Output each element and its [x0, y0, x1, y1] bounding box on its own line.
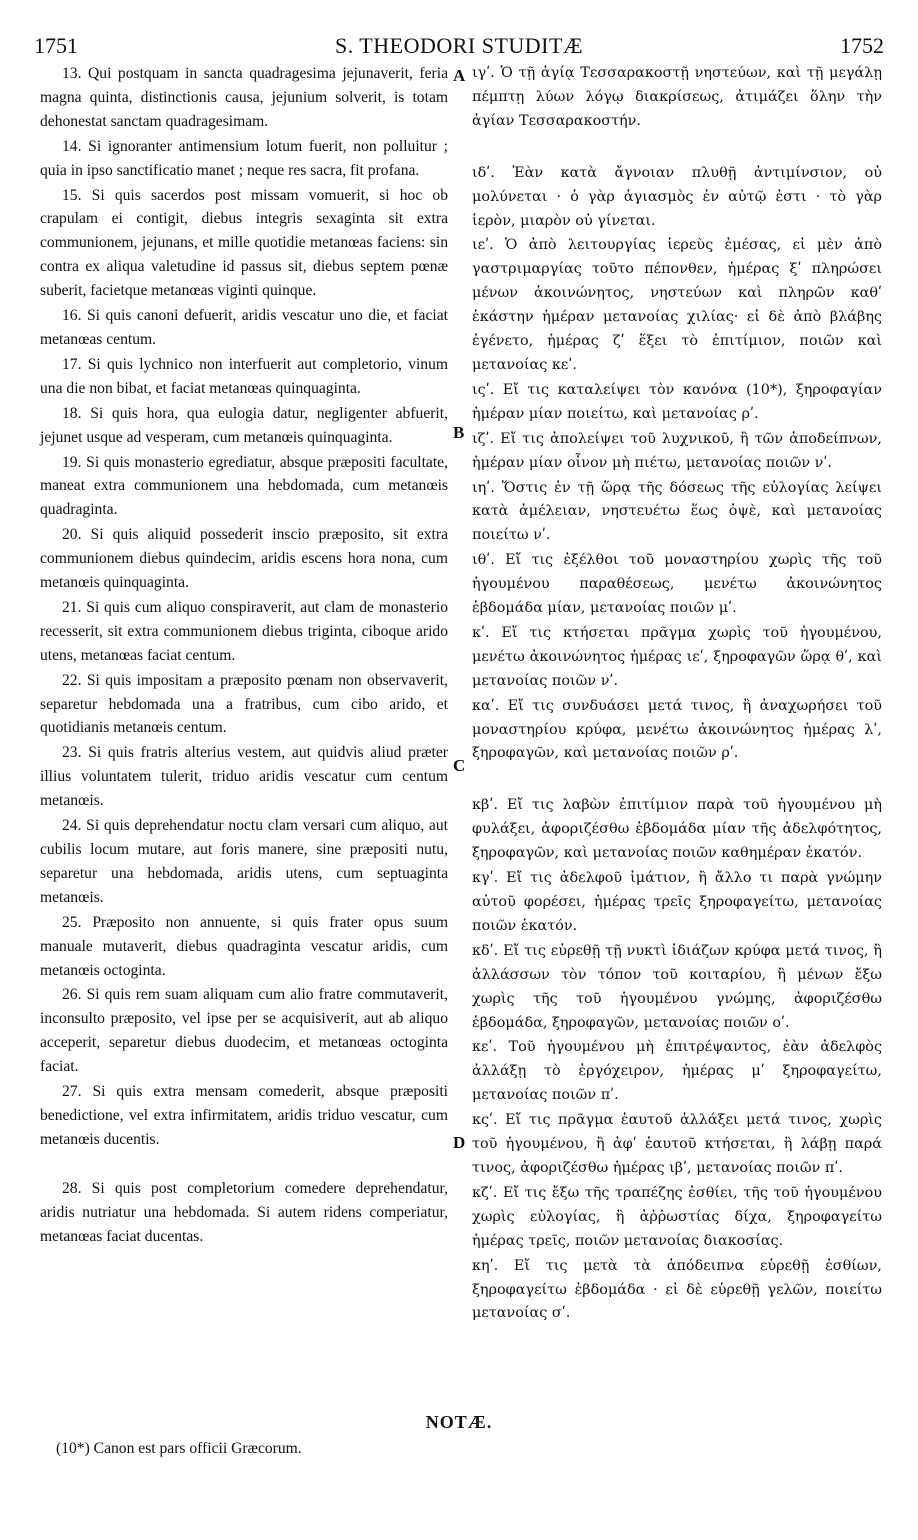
greek-canon-14: ιδʹ. Ἐὰν κατὰ ἄγνοιαν πλυθῇ ἀντιμίνσιον, οὐ μολύνεται · ὁ γὰρ ἁγιασμὸς ἐν αὐτῷ ἐστι · τὸ γὰρ ἱερὸν, μιαρὸν οὐ γίνεται. — [472, 164, 882, 229]
section-marker-d: D — [453, 1133, 466, 1152]
greek-canon-16: ιςʹ. Εἴ τις καταλείψει τὸν κανόνα (10*), ξηροφαγίαν ἡμέραν μίαν ποιείτω, καὶ μετανοίας ρʹ. — [472, 381, 882, 422]
latin-canon-21: 21. Si quis cum aliquo conspiraverit, aut clam de monasterio recesserit, sit extra communionem diebus triginta, ciboque arido utens, metanœas faciat centum. — [40, 598, 448, 664]
latin-column — [40, 62, 448, 1250]
latin-canon-18: 18. Si quis hora, qua eulogia datur, negligenter abfuerit, jejunet usque ad vesperam, cum metanœis quinquaginta. — [40, 404, 448, 446]
notes-heading: NOTÆ. — [425, 1412, 493, 1432]
right-column-number: 1752 — [840, 33, 884, 58]
greek-canon-20: κʹ. Εἴ τις κτήσεται πρᾶγμα χωρὶς τοῦ ἡγουμένου, μενέτω ἀκοινώνητος ἡμέρας ιεʹ, ξηροφαγῶν ὥρᾳ θʹ, καὶ μετανοίας ποιῶν νʹ. — [472, 624, 882, 689]
greek-canon-18: ιηʹ. Ὅστις ἐν τῇ ὥρᾳ τῆς δόσεως τῆς εὐλογίας λείψει κατὰ ἀμέλειαν, νηστευέτω ἕως ὀψὲ, καὶ μετανοίας ποιείτω νʹ. — [472, 479, 882, 544]
latin-canon-17: 17. Si quis lychnico non interfuerit aut completorio, vinum una die non bibat, et faciat metanœas quinquaginta. — [40, 355, 448, 397]
latin-canon-27: 27. Si quis extra mensam comederit, absque præpositi benedictione, vel extra infirmitatem, aridis triduo vescatur, cum metanœis ducentis. — [40, 1083, 448, 1148]
latin-canon-26: 26. Si quis rem suam aliquam cum alio fratre commutaverit, inconsulto præposito, vel ipse per se acquisiverit, aut ab aliquo acceperit, separetur diebus duodecim, et metanœas octoginta faciat. — [40, 986, 448, 1076]
latin-canon-15: 15. Si quis sacerdos post missam vomuerit, si hoc ob crapulam ei contigit, diebus integris sexaginta sit extra communionem, jejunans, et mille quotidie metanœas faciens: sin contra ex aliqua valetudine id passus sit, diebus septem pœnæ suberit, facietque metanœas viginti quinque. — [40, 186, 448, 300]
greek-canon-13: ιγʹ. Ὁ τῇ ἁγίᾳ Τεσσαρακοστῇ νηστεύων, καὶ τῇ μεγάλῃ πέμπτῃ λύων λόγῳ διακρίσεως, ἀτιμάζει ὅλην τὴν ἁγίαν Τεσσαρακοστήν. — [472, 65, 882, 129]
latin-canon-19: 19. Si quis monasterio egrediatur, absque præpositi facultate, maneat extra communionem una hebdomada, cum metanœis quadraginta. — [40, 453, 448, 519]
latin-canon-28: 28. Si quis post completorium comedere deprehendatur, aridis nutriatur una hebdomada. Si autem ridens comperiatur, metanœas faciat ducentas. — [40, 1179, 448, 1245]
greek-canon-23: κγʹ. Εἴ τις ἀδελφοῦ ἱμάτιον, ἢ ἄλλο τι παρὰ γνώμην αὐτοῦ φορέσει, ἡμέρας τρεῖς ξηροφαγείτω, μετανοίας ποιῶν ἑκατόν. — [472, 870, 882, 934]
section-marker-b: B — [453, 423, 465, 442]
greek-canon-19: ιθʹ. Εἴ τις ἐξέλθοι τοῦ μοναστηρίου χωρὶς τῆς τοῦ ἡγουμένου παραθέσεως, μενέτω ἀκοινώνητος ἑβδομάδα μίαν, μετανοίας ποιῶν μʹ. — [472, 552, 882, 617]
greek-canon-24: κδʹ. Εἴ τις εὑρεθῇ τῇ νυκτὶ ἰδιάζων κρύφα μετά τινος, ἢ ἀλλάσσων τὸν τόπον τοῦ κοιταρίου, ἢ μένων ἔξω χωρὶς τῆς τοῦ ἡγουμένου γνώμης, ἀφοριζέσθω ἑβδομάδα, ξηροφαγῶν, μετανοίας ποιῶν οʹ. — [472, 942, 882, 1031]
greek-canon-22: κβʹ. Εἴ τις λαβὼν ἐπιτίμιον παρὰ τοῦ ἡγουμένου μὴ φυλάξει, ἀφοριζέσθω ἑβδομάδα μίαν τῆς ἀδελφότητος, ξηροφαγῶν, καὶ μετανοίας ποιῶν καθημέραν ἑκατόν. — [472, 797, 882, 862]
left-column-number: 1751 — [34, 33, 78, 58]
greek-column — [472, 62, 882, 1327]
section-marker-a: A — [453, 66, 466, 85]
greek-canon-21: καʹ. Εἴ τις συνδυάσει μετά τινος, ἢ ἀναχωρήσει τοῦ μοναστηρίου κρύφα, μενέτω ἀκοινώνητος ἡμέρας λʹ, ξηροφαγῶν, καὶ μετανοίας ποιῶν ρʹ. — [472, 697, 882, 762]
latin-canon-14: 14. Si ignoranter antimensium lotum fuerit, non polluitur ; quia in ipso sanctificatio manet ; neque res sacra, fit profana. — [40, 137, 448, 179]
latin-canon-25: 25. Præposito non annuente, si quis frater opus suum manuale mutaverit, diebus quadraginta vescatur aridis, cum metanœis octoginta. — [40, 913, 448, 979]
paragraph-gap — [472, 135, 882, 162]
greek-canon-15: ιεʹ. Ὁ ἀπὸ λειτουργίας ἱερεὺς ἐμέσας, εἰ μὲν ἀπὸ γαστριμαργίας τοῦτο πέπονθεν, ἡμέρας ξʹ πληρώσει μένων ἀκοινώνητος, νηστεύων καὶ πληρῶν καθʹ ἑκάστην ἡμέραν μετανοίας χιλίας· εἰ δὲ ἀπὸ βλάβης ἐγένετο, ἡμέρας ζʹ ἕξει τὸ ἐπιτίμιον, ποιῶν καὶ μετανοίας κεʹ. — [472, 237, 882, 373]
paragraph-gap — [40, 1153, 448, 1177]
paragraph-gap — [472, 767, 882, 794]
greek-canon-28: κηʹ. Εἴ τις μετὰ τὰ ἀπόδειπνα εὑρεθῇ ἐσθίων, ξηροφαγείτω ἑβδομάδα · εἰ δὲ εὑρεθῇ γελῶν, ποιείτω μετανοίας σʹ. — [472, 1257, 882, 1322]
footnote: (10*) Canon est pars officii Græcorum. — [56, 1440, 302, 1457]
greek-canon-27: κζʹ. Εἴ τις ἔξω τῆς τραπέζης ἐσθίει, τῆς τοῦ ἡγουμένου χωρὶς εὐλογίας, ἢ ἀῤῥωστίας δίχα, ξηροφαγείτω ἡμέρας τρεῖς, ποιῶν μετανοίας διακοσίας. — [472, 1184, 882, 1249]
latin-canon-22: 22. Si quis impositam a præposito pœnam non observaverit, separetur hebdomada una a fratribus, cum cibo arido, et quotidianis metanœis centum. — [40, 671, 448, 737]
greek-canon-25: κεʹ. Τοῦ ἡγουμένου μὴ ἐπιτρέψαντος, ἐὰν ἀδελφὸς ἀλλάξῃ τὸ ἐργόχειρον, ἡμέρας μʹ ξηροφαγείτω, μετανοίας ποιῶν πʹ. — [472, 1039, 882, 1104]
latin-canon-20: 20. Si quis aliquid possederit inscio præposito, sit extra communionem diebus quindecim, aridis escens hora nona, cum metanœis quinquaginta. — [40, 526, 448, 592]
greek-canon-26: κςʹ. Εἴ τις πρᾶγμα ἑαυτοῦ ἀλλάξει μετά τινος, χωρὶς τοῦ ἡγουμένου, ἢ ἀφʹ ἑαυτοῦ κτήσεται, ἢ λάβῃ παρά τινος, ἀφοριζέσθω ἡμέρας ιβʹ, μετανοίας ποιῶν πʹ. — [472, 1112, 882, 1176]
running-title: S. THEODORI STUDITÆ — [334, 33, 584, 58]
greek-canon-17: ιζʹ. Εἴ τις ἀπολείψει τοῦ λυχνικοῦ, ἢ τῶν ἀποδείπνων, ἡμέραν μίαν οἶνον μὴ πιέτω, μετανοίας ποιῶν νʹ. — [472, 430, 882, 471]
latin-canon-24: 24. Si quis deprehendatur noctu clam versari cum aliquo, aut cubilis locum mutare, aut foris manere, sine præpositi nutu, separetur una hebdomada, aridis utens, cum septuaginta metanœis. — [40, 817, 448, 906]
latin-canon-13: 13. Qui postquam in sancta quadragesima jejunaverit, feria magna quinta, distinctionis causa, jejunium solverit, is totam dehonestat sanctam quadragesimam. — [40, 65, 448, 130]
latin-canon-16: 16. Si quis canoni defuerit, aridis vescatur uno die, et faciat metanœas centum. — [40, 307, 448, 348]
page-header — [34, 32, 884, 60]
section-marker-c: C — [453, 756, 466, 775]
latin-canon-23: 23. Si quis fratris alterius vestem, aut quidvis aliud præter illius voluntatem tulerit, triduo aridis vescatur cum centum metanœis. — [40, 744, 448, 810]
